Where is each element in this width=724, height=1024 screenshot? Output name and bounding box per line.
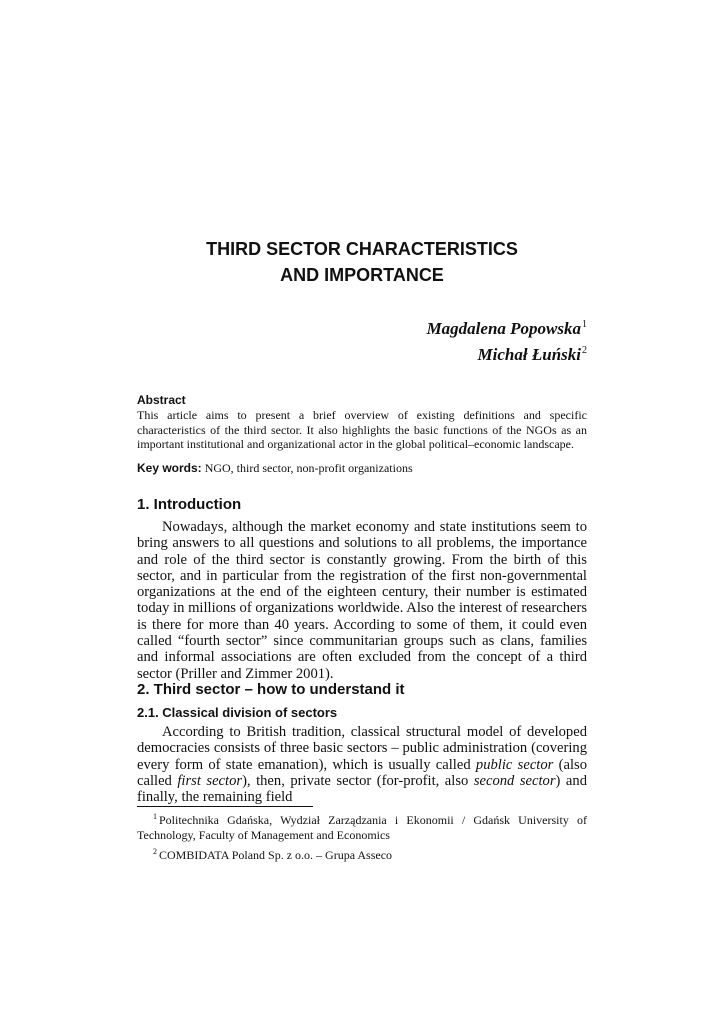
author-1	[137, 314, 587, 340]
footnote-2	[137, 844, 587, 863]
para-text-a: According to British tradition, classical structural model of developed democracies consists of three basic sectors – public administration (covering every form of state emanation), which is usually called	[137, 724, 587, 773]
footnote-1-text: Politechnika Gdańska, Wydział Zarządzania i Ekonomii / Gdańsk University of Technology, Faculty of Management and Economics	[137, 813, 587, 843]
em-first-sector: first sector	[177, 772, 243, 789]
author-1-name: Magdalena Popowska	[426, 319, 581, 338]
footnote-divider	[137, 806, 313, 807]
abstract-text: This article aims to present a brief overview of existing definitions and specific characteristics of the third sector. It also highlights the basic functions of the NGOs as an important institutional and organizational actor in the global political–economic landscape.	[137, 408, 587, 452]
author-2-note: 2	[582, 345, 587, 356]
section-2-1-heading: 2.1. Classical division of sectors	[137, 705, 338, 720]
author-block	[137, 314, 587, 366]
section-1-heading: 1. Introduction	[137, 496, 242, 513]
paper-title	[137, 236, 587, 288]
keywords-text: NGO, third sector, non-profit organizations	[204, 461, 413, 475]
title-line-1: THIRD SECTOR CHARACTERISTICS	[206, 239, 518, 259]
footnote-1-number: 1	[153, 812, 157, 821]
footnotes	[137, 809, 587, 863]
em-public-sector: public sector	[475, 756, 554, 773]
footnote-1	[137, 809, 587, 844]
para-text-c: ), then, private sector (for-profit, also	[242, 772, 474, 789]
abstract-heading: Abstract	[137, 393, 186, 407]
para-text-d: ) and finally, the remaining field	[137, 772, 587, 806]
title-line-2: AND IMPORTANCE	[280, 265, 444, 285]
para-text-b: (also called	[137, 756, 587, 789]
section-2-1-paragraph	[137, 724, 587, 805]
author-1-note: 1	[582, 319, 587, 330]
author-2	[137, 340, 587, 366]
em-second-sector: second sector	[473, 772, 556, 789]
author-2-name: Michał Łuński	[477, 345, 581, 364]
keywords	[137, 461, 587, 476]
section-1-paragraph: Nowadays, although the market economy and state institutions seem to bring answers to all questions and solutions to all problems, the importance and role of the third sector is constantly growing. From the birth of this sector, and in particular from the registration of the first non-governmental organizations at the end of the eighteen century, their number is estimated today in millions of organizations worldwide. Also the interest of researchers is there for more than 40 years. According to some of them, it could even called “fourth sector” since communitarian groups such as clans, families and informal associations are often excluded from the concept of a third sector (Priller and Zimmer 2001).	[137, 519, 588, 682]
footnote-2-number: 2	[153, 846, 157, 856]
section-2-heading: 2. Third sector – how to understand it	[137, 681, 405, 698]
keywords-label: Key words:	[137, 461, 202, 475]
footnote-2-text: COMBIDATA Poland Sp. z o.o. – Grupa Asseco	[159, 847, 393, 862]
